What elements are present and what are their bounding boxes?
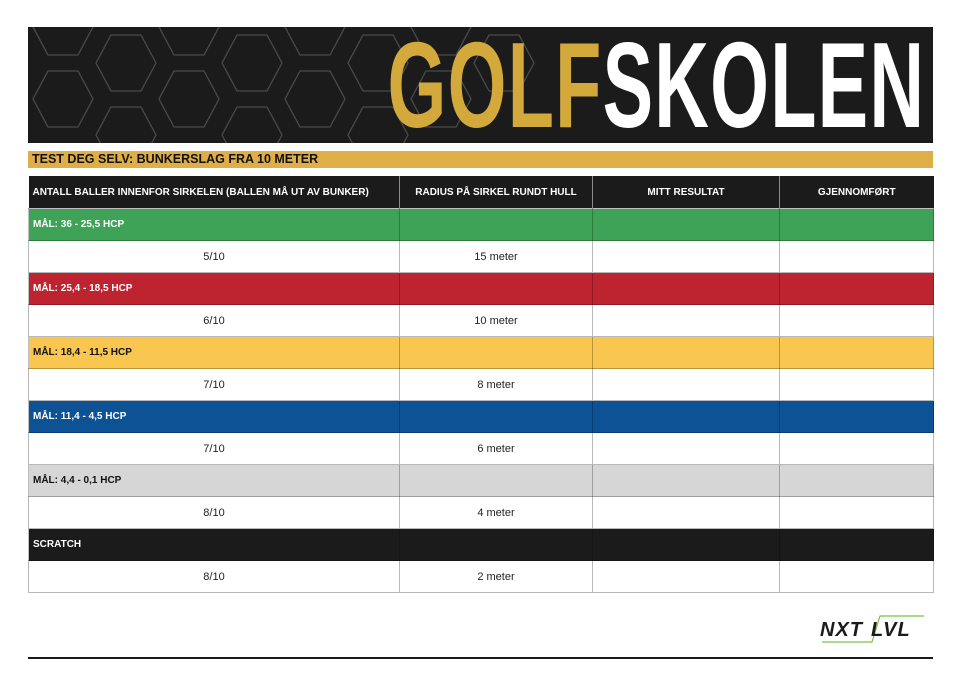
table-header-row (29, 176, 934, 209)
level-cell (400, 529, 593, 561)
completed-cell[interactable] (780, 433, 934, 465)
level-cell (400, 337, 593, 369)
circle-radius: 10 meter (400, 305, 593, 337)
brand-left-text: NXT (820, 619, 863, 641)
balls-target: 7/10 (29, 369, 400, 401)
level-cell (593, 529, 780, 561)
completed-cell[interactable] (780, 241, 934, 273)
logo-skolen-text: SKOLEN (602, 27, 925, 143)
level-cell (593, 273, 780, 305)
level-cell (780, 401, 934, 433)
footer-divider (28, 657, 933, 659)
logo-golf-text: GOLF (387, 27, 603, 143)
level-label: MÅL: 4,4 - 0,1 HCP (29, 465, 400, 497)
table-row (29, 497, 934, 529)
table-row (29, 561, 934, 593)
level-label: MÅL: 11,4 - 4,5 HCP (29, 401, 400, 433)
my-result-cell[interactable] (593, 497, 780, 529)
level-cell (593, 209, 780, 241)
header-balls-inside-circle: ANTALL BALLER INNENFOR SIRKELEN (BALLEN MÅ UT AV BUNKER) (29, 176, 400, 209)
level-row (29, 209, 934, 241)
level-label: MÅL: 36 - 25,5 HCP (29, 209, 400, 241)
level-cell (400, 273, 593, 305)
completed-cell[interactable] (780, 369, 934, 401)
nxtlvl-logo (820, 617, 911, 643)
brand-right-text: LVL (871, 619, 911, 641)
balls-target: 7/10 (29, 433, 400, 465)
header-my-result: MITT RESULTAT (593, 176, 780, 209)
level-cell (400, 209, 593, 241)
level-cell (780, 273, 934, 305)
level-cell (593, 401, 780, 433)
header-banner (28, 27, 933, 143)
my-result-cell[interactable] (593, 241, 780, 273)
table-row (29, 369, 934, 401)
bunker-test-table (28, 176, 934, 593)
balls-target: 8/10 (29, 497, 400, 529)
level-cell (400, 401, 593, 433)
level-cell (593, 337, 780, 369)
my-result-cell[interactable] (593, 369, 780, 401)
level-cell (780, 209, 934, 241)
balls-target: 5/10 (29, 241, 400, 273)
circle-radius: 2 meter (400, 561, 593, 593)
completed-cell[interactable] (780, 497, 934, 529)
level-row (29, 273, 934, 305)
table-row (29, 305, 934, 337)
level-cell (780, 465, 934, 497)
balls-target: 6/10 (29, 305, 400, 337)
level-row (29, 337, 934, 369)
level-label: MÅL: 18,4 - 11,5 HCP (29, 337, 400, 369)
header-completed: GJENNOMFØRT (780, 176, 934, 209)
completed-cell[interactable] (780, 561, 934, 593)
page-title: TEST DEG SELV: BUNKERSLAG FRA 10 METER (28, 151, 933, 168)
table-row (29, 241, 934, 273)
level-cell (400, 465, 593, 497)
circle-radius: 6 meter (400, 433, 593, 465)
my-result-cell[interactable] (593, 561, 780, 593)
header-circle-radius: RADIUS PÅ SIRKEL RUNDT HULL (400, 176, 593, 209)
circle-radius: 15 meter (400, 241, 593, 273)
table-row (29, 433, 934, 465)
circle-radius: 4 meter (400, 497, 593, 529)
level-cell (780, 529, 934, 561)
level-cell (780, 337, 934, 369)
golfskolen-logo (387, 27, 925, 143)
level-row (29, 465, 934, 497)
my-result-cell[interactable] (593, 305, 780, 337)
circle-radius: 8 meter (400, 369, 593, 401)
level-row (29, 529, 934, 561)
level-label: MÅL: 25,4 - 18,5 HCP (29, 273, 400, 305)
completed-cell[interactable] (780, 305, 934, 337)
level-label: SCRATCH (29, 529, 400, 561)
level-row (29, 401, 934, 433)
level-cell (593, 465, 780, 497)
my-result-cell[interactable] (593, 433, 780, 465)
balls-target: 8/10 (29, 561, 400, 593)
